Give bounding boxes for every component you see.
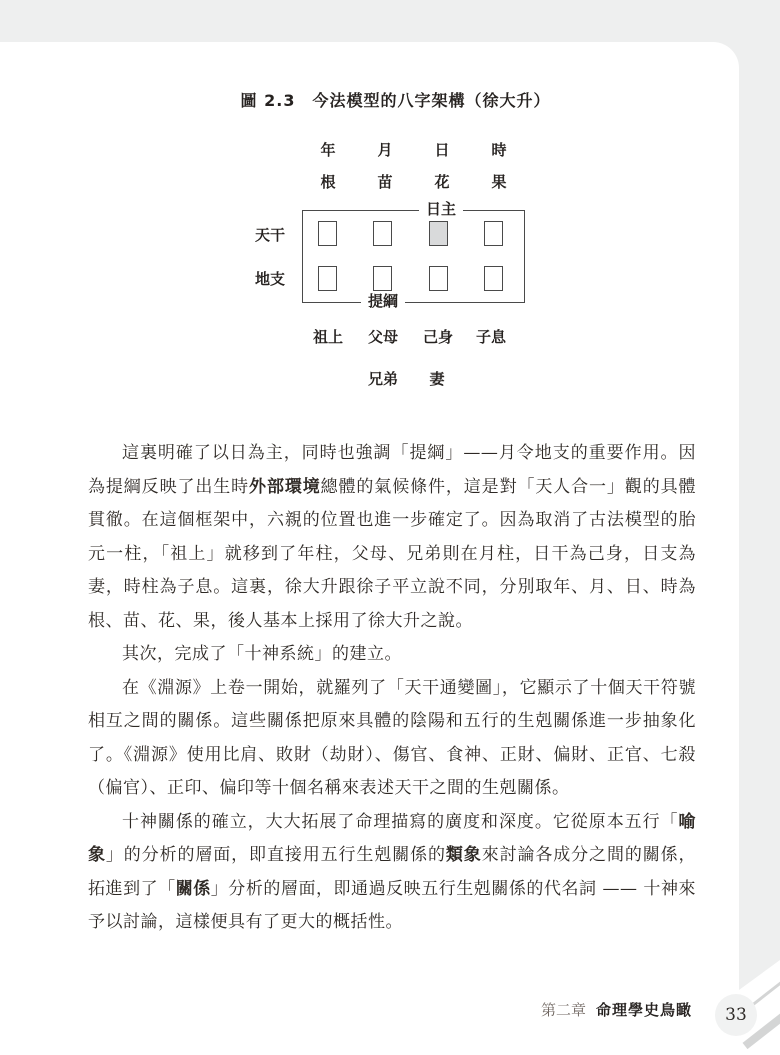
column-header-hour: 時 [491,141,507,159]
tigang-label: 提綱 [361,294,405,309]
kin-label-siblings: 兄弟 [367,370,399,388]
stage-label-root: 根 [320,173,336,191]
paragraph: 十神關係的確立，大大拓展了命理描寫的廣度和深度。它從原本五行「喻象」的分析的層面，即直接用五行生剋關係的類象來討論各成分之間的關係，拓進到了「關係」分析的層面，即通過反映五行生剋關係的代名詞 —— 十神來予以討論，這樣便具有了更大的概括性。 [88,811,697,932]
stage-label-sprout: 苗 [377,173,393,191]
paragraph: 在《淵源》上卷一開始，就羅列了「天干通變圖」，它顯示了十個天干符號相互之間的關係。這些關係把原來具體的陰陽和五行的生剋關係進一步抽象化了。《淵源》使用比肩、敗財（劫財）、傷官、食神、正財、偏財、正官、七殺（偏官）、正印、偏印等十個名稱來表述天干之間的生剋關係。 [88,677,696,798]
chapter-number: 第二章 [540,1001,586,1019]
stem-box-hour [484,221,503,246]
branch-box-year [318,266,337,291]
stem-box-month [373,221,392,246]
kin-label-ancestors: 祖上 [312,328,344,346]
page-right-margin [739,0,780,990]
branch-box-hour [484,266,503,291]
paragraph: 其次，完成了「十神系統」的建立。 [122,644,402,664]
day-master-label: 日主 [419,202,463,217]
day-stem-box [429,221,448,246]
stage-label-flower: 花 [434,173,450,191]
row-label-branches: 地支 [254,270,286,288]
column-header-day: 日 [434,141,450,159]
figure-2-3 [0,42,739,402]
kin-label-self: 己身 [422,328,454,346]
chapter-title: 命理學史鳥瞰 [595,1001,692,1019]
row-label-stems: 天干 [254,226,286,244]
book-page [0,42,747,1055]
figure-caption: 圖 2.3 今法模型的八字架構（徐大升） [240,91,551,110]
page-number-badge [715,994,757,1036]
column-header-month: 月 [377,141,393,159]
branch-box-month [373,266,392,291]
body-text [88,437,696,940]
paragraph: 這裏明確了以日為主，同時也強調「提綱」——月令地支的重要作用。因為提綱反映了出生時外部環境總體的氣候條件，這是對「天人合一」觀的具體貫徹。在這個框架中，六親的位置也進一步確定了。因為取消了古法模型的胎元一柱，「祖上」就移到了年柱，父母、兄弟則在月柱，日干為己身，日支為妻，時柱為子息。這裏，徐大升跟徐子平立說不同，分別取年、月、日、時為根、苗、花、果，後人基本上採用了徐大升之說。 [88,443,697,631]
column-header-year: 年 [320,141,336,159]
branch-box-day [429,266,448,291]
stem-box-year [318,221,337,246]
stage-label-fruit: 果 [491,173,507,191]
kin-label-children: 子息 [475,328,507,346]
running-footer [541,999,692,1020]
kin-label-parents: 父母 [367,328,399,346]
page-number: 33 [725,1005,747,1025]
kin-label-wife: 妻 [429,370,445,388]
